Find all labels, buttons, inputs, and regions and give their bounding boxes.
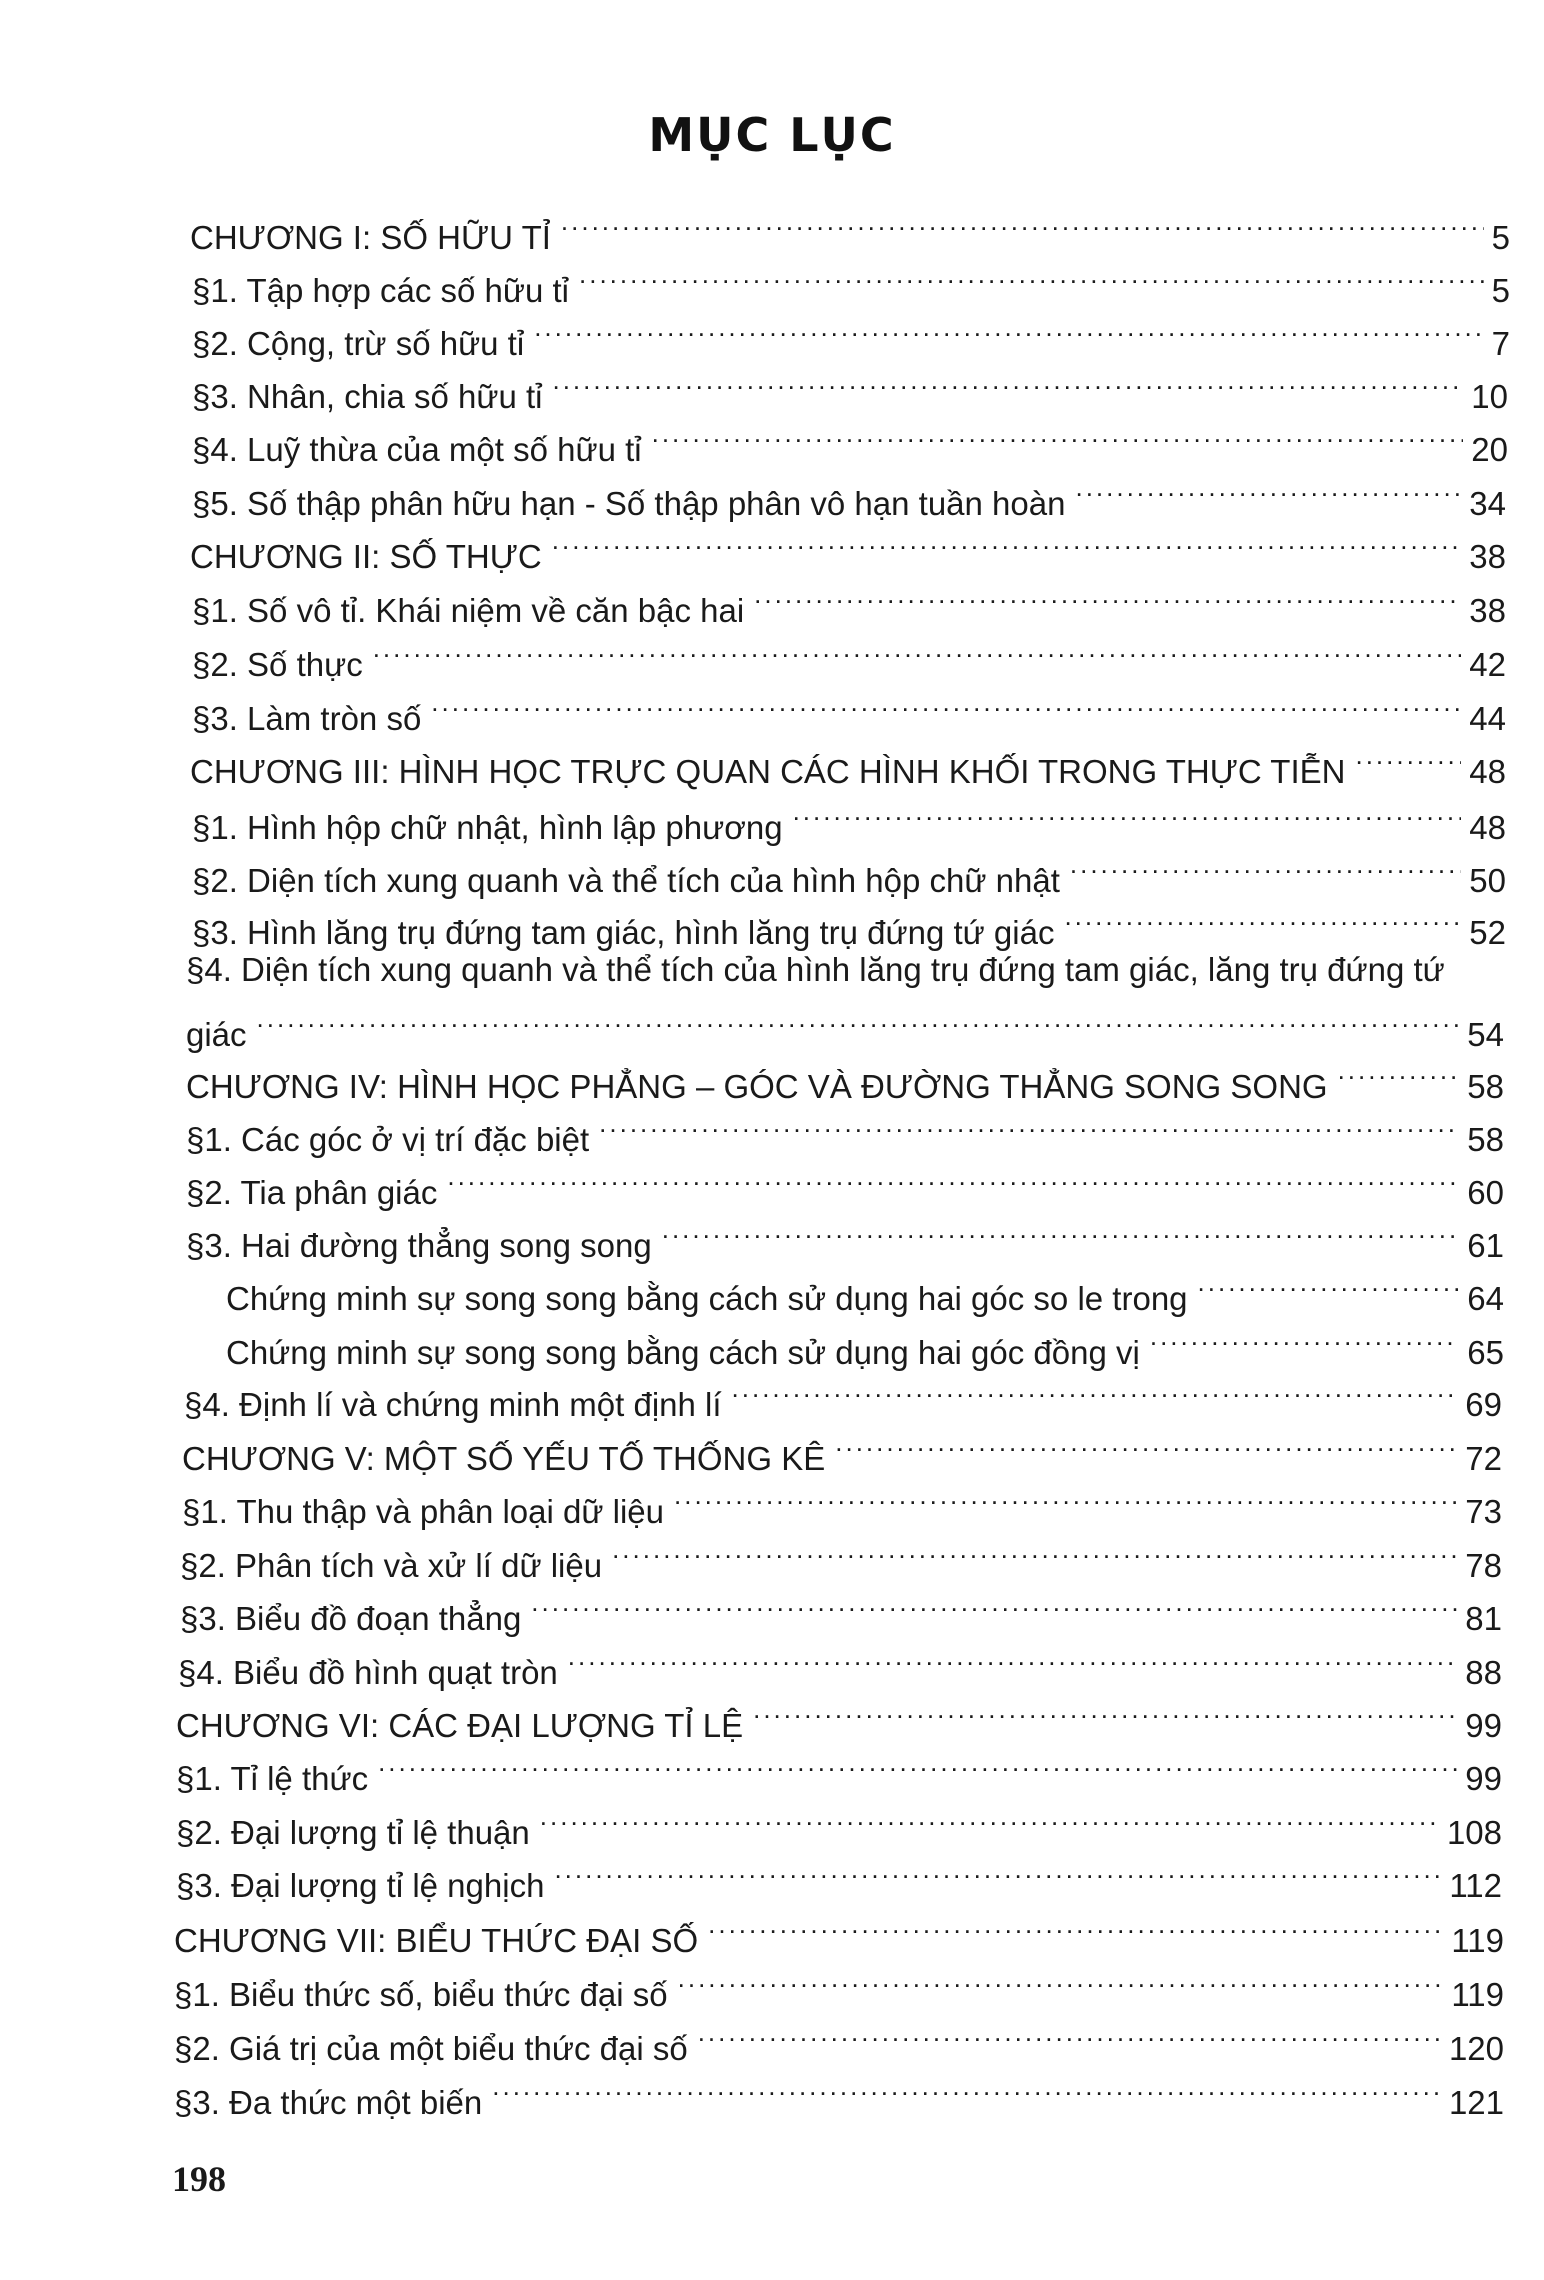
dot-leader [1064, 900, 1461, 944]
toc-entry-label: CHƯƠNG VI: CÁC ĐẠI LƯỢNG TỈ LỆ [176, 1707, 744, 1744]
toc-entry-label: §4. Biểu đồ hình quạt tròn [178, 1654, 558, 1691]
toc-entry-page: 73 [1465, 1493, 1502, 1530]
dot-leader [652, 417, 1464, 461]
toc-entry[interactable] [180, 1533, 1502, 1588]
toc-entry[interactable] [178, 1640, 1502, 1695]
toc-entry-page: 38 [1469, 538, 1506, 575]
toc-entry-label: §3. Biểu đồ đoạn thẳng [180, 1600, 522, 1637]
dot-leader [531, 1586, 1457, 1630]
dot-leader [835, 1426, 1457, 1470]
toc-entry-page: 88 [1465, 1654, 1502, 1691]
toc-entry-label: §2. Phân tích và xử lí dữ liệu [180, 1547, 603, 1584]
toc-entry[interactable] [226, 1320, 1504, 1375]
dot-leader [599, 1107, 1459, 1151]
toc-entry[interactable] [186, 1213, 1504, 1268]
toc-entry-label: §1. Tỉ lệ thức [176, 1760, 369, 1797]
toc-entry-page: 5 [1491, 219, 1510, 256]
dot-leader [698, 2016, 1441, 2060]
toc-entry[interactable] [176, 1853, 1502, 1908]
toc-entry[interactable] [180, 1586, 1502, 1641]
dot-leader [793, 795, 1462, 839]
toc-entry-page: 20 [1471, 431, 1508, 468]
toc-entry[interactable] [192, 686, 1506, 741]
toc-entry-label: CHƯƠNG V: MỘT SỐ YẾU TỐ THỐNG KÊ [182, 1440, 826, 1477]
toc-entry-label: §3. Đa thức một biến [174, 2084, 483, 2121]
toc-entry-page: 112 [1449, 1867, 1502, 1904]
toc-entry-label: §4. Luỹ thừa của một số hữu tỉ [192, 431, 642, 468]
dot-leader [1338, 1054, 1460, 1098]
toc-entry[interactable] [186, 1002, 1504, 1057]
toc-entry-page: 69 [1465, 1386, 1502, 1423]
page-number: 198 [172, 2159, 226, 2199]
dot-leader [431, 686, 1461, 730]
dot-leader [561, 205, 1484, 249]
dot-leader [708, 1908, 1443, 1952]
toc-entry[interactable] [226, 1266, 1504, 1321]
dot-leader [257, 1002, 1460, 1046]
toc-entry[interactable] [182, 1426, 1502, 1481]
toc-entry-page: 42 [1469, 646, 1506, 683]
toc-entry-page: 60 [1467, 1174, 1504, 1211]
toc-entry-page: 119 [1451, 1976, 1504, 2013]
dot-leader [552, 524, 1462, 568]
toc-entry-label: Chứng minh sự song song bằng cách sử dụng hai góc so le trong [226, 1280, 1188, 1317]
toc-entry-page: 72 [1465, 1440, 1502, 1477]
toc-entry[interactable] [192, 364, 1508, 419]
toc-entry-label: CHƯƠNG I: SỐ HỮU TỈ [190, 219, 551, 256]
dot-leader [612, 1533, 1457, 1577]
toc-entry-page: 58 [1467, 1121, 1504, 1158]
dot-leader [540, 1800, 1439, 1844]
toc-entry[interactable] [192, 900, 1506, 955]
toc-entry-label: §2. Tia phân giác [186, 1174, 438, 1211]
dot-leader [554, 1853, 1441, 1897]
toc-entry-page: 58 [1467, 1068, 1504, 1105]
toc-entry-label: §2. Số thực [192, 646, 363, 683]
toc-entry-label: §2. Giá trị của một biểu thức đại số [174, 2030, 688, 2067]
toc-entry-page: 78 [1465, 1547, 1502, 1584]
toc-entry-page: 99 [1465, 1760, 1502, 1797]
toc-entry[interactable] [186, 1054, 1504, 1109]
toc-entry-label: §5. Số thập phân hữu hạn - Số thập phân vô hạn tuần hoàn [192, 485, 1066, 522]
toc-entry[interactable] [174, 1962, 1504, 2017]
toc-entry-label: §3. Đại lượng tỉ lệ nghịch [176, 1867, 545, 1904]
toc-entry[interactable] [192, 311, 1510, 366]
toc-entry-page: 5 [1491, 272, 1510, 309]
toc-entry-page: 61 [1467, 1227, 1504, 1264]
toc-entry-page: 34 [1469, 485, 1506, 522]
toc-entry-page: 10 [1471, 378, 1508, 415]
toc-entry[interactable] [184, 1372, 1502, 1427]
toc-entry-label: §4. Định lí và chứng minh một định lí [184, 1386, 722, 1423]
toc-entry-label: §1. Thu thập và phân loại dữ liệu [182, 1493, 664, 1530]
toc-entry-label: §3. Làm tròn số [192, 700, 422, 737]
toc-entry-page: 48 [1469, 809, 1506, 846]
toc-entry-page: 38 [1469, 592, 1506, 629]
toc-entry-page: 120 [1448, 2030, 1504, 2067]
dot-leader [754, 578, 1461, 622]
dot-leader [492, 2070, 1441, 2114]
toc-entry-label: §1. Tập hợp các số hữu tỉ [192, 272, 570, 309]
toc-entry-page: 50 [1469, 862, 1506, 899]
toc-entry[interactable] [176, 1693, 1502, 1748]
dot-leader [447, 1160, 1459, 1204]
dot-leader [1075, 471, 1461, 515]
toc-entry[interactable] [176, 1746, 1502, 1801]
toc-entry-label: §3. Hai đường thẳng song song [186, 1227, 652, 1264]
toc-entry-page: 48 [1469, 753, 1506, 790]
toc-entry-page: 121 [1448, 2084, 1504, 2121]
dot-leader [678, 1962, 1444, 2006]
toc-entry-label: §1. Số vô tỉ. Khái niệm về căn bậc hai [192, 592, 745, 629]
toc-entry-page: 108 [1446, 1814, 1502, 1851]
toc-entry[interactable] [192, 471, 1506, 526]
toc-entry[interactable] [182, 1479, 1502, 1534]
toc-entry-label: CHƯƠNG VII: BIỂU THỨC ĐẠI SỐ [174, 1922, 699, 1959]
toc-entry[interactable] [174, 2070, 1504, 2125]
toc-entry[interactable] [190, 205, 1510, 260]
dot-leader [662, 1213, 1460, 1257]
dot-leader [1198, 1266, 1460, 1310]
toc-entry-page: 65 [1467, 1334, 1504, 1371]
dot-leader [674, 1479, 1457, 1523]
toc-entry-label: CHƯƠNG IV: HÌNH HỌC PHẲNG – GÓC VÀ ĐƯỜNG THẲNG SONG SONG [186, 1068, 1328, 1105]
toc-entry[interactable] [174, 2016, 1504, 2071]
toc-entry[interactable] [192, 417, 1508, 472]
dot-leader [373, 632, 1462, 676]
toc-entry-label: §1. Hình hộp chữ nhật, hình lập phương [192, 809, 783, 846]
toc-entry-page: 64 [1467, 1280, 1504, 1317]
dot-leader [568, 1640, 1457, 1684]
toc-entry-label: §2. Đại lượng tỉ lệ thuận [176, 1814, 530, 1851]
toc-entry[interactable] [186, 1107, 1504, 1162]
toc-entry-label: CHƯƠNG III: HÌNH HỌC TRỰC QUAN CÁC HÌNH KHỐI TRONG THỰC TIỄN [190, 753, 1346, 790]
toc-entry-label: Chứng minh sự song song bằng cách sử dụng hai góc đồng vị [226, 1334, 1140, 1371]
page-title: MỤC LỤC [648, 108, 896, 162]
dot-leader [753, 1693, 1457, 1737]
toc-entry-page: 54 [1467, 1016, 1504, 1053]
toc-entry[interactable] [190, 524, 1506, 579]
toc-entry-label: CHƯƠNG II: SỐ THỰC [190, 538, 542, 575]
toc-entry[interactable] [192, 632, 1506, 687]
dot-leader [534, 311, 1483, 355]
toc-entry-page: 119 [1451, 1922, 1504, 1959]
dot-leader [579, 258, 1484, 302]
toc-entry-label: §2. Cộng, trừ số hữu tỉ [192, 325, 525, 362]
toc-entry-label: §1. Các góc ở vị trí đặc biệt [186, 1121, 590, 1158]
toc-entry-label: §2. Diện tích xung quanh và thể tích của hình hộp chữ nhật [192, 862, 1060, 899]
toc-entry-label: §3. Hình lăng trụ đứng tam giác, hình lăng trụ đứng tứ giác [192, 914, 1055, 951]
dot-leader [1070, 848, 1461, 892]
dot-leader [1150, 1320, 1459, 1364]
dot-leader [1355, 739, 1461, 783]
toc-entry-page: 52 [1469, 914, 1506, 951]
toc-entry-label: giác [186, 1016, 247, 1053]
toc-entry[interactable] [186, 1160, 1504, 1215]
toc-entry-label-line1: §4. Diện tích xung quanh và thể tích của hình lăng trụ đứng tam giác, lăng trụ đứng tứ [186, 951, 1445, 988]
toc-entry[interactable] [174, 1908, 1504, 1963]
toc-entry-label: §3. Nhân, chia số hữu tỉ [192, 378, 543, 415]
toc-entry-page: 44 [1469, 700, 1506, 737]
dot-leader [552, 364, 1463, 408]
toc-entry[interactable] [192, 795, 1506, 850]
dot-leader [732, 1372, 1458, 1416]
toc-entry[interactable] [190, 739, 1506, 794]
toc-entry[interactable] [192, 258, 1510, 313]
toc-entry-label: §1. Biểu thức số, biểu thức đại số [174, 1976, 668, 2013]
toc-entry-page: 81 [1465, 1600, 1502, 1637]
toc-entry-page: 99 [1465, 1707, 1502, 1744]
toc-entry[interactable] [176, 1800, 1502, 1855]
toc-entry-page: 7 [1491, 325, 1510, 362]
toc-entry[interactable] [192, 848, 1506, 903]
toc-entry[interactable] [192, 578, 1506, 633]
dot-leader [378, 1746, 1457, 1790]
